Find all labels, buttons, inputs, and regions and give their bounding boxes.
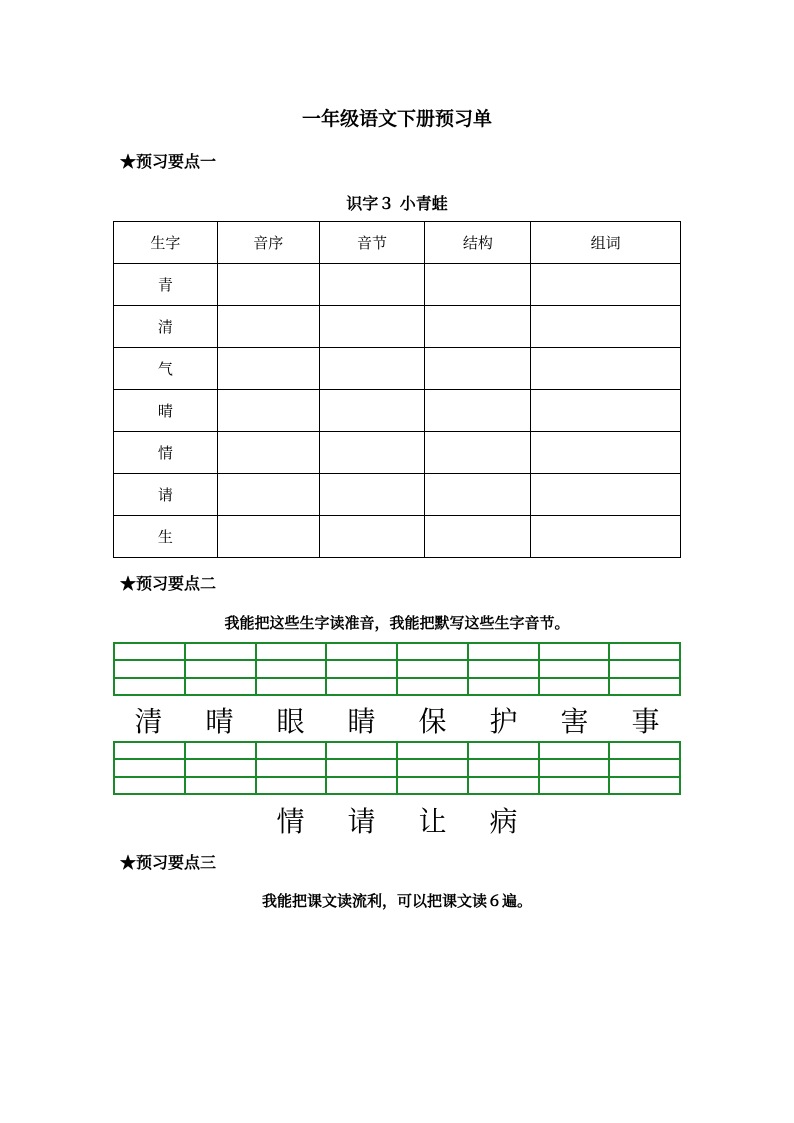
lesson-title: 识字３ 小青蛙 <box>346 194 448 213</box>
answer-cell[interactable] <box>531 264 681 306</box>
answer-cell[interactable] <box>217 432 319 474</box>
table-row <box>114 432 681 474</box>
pinyin-cell[interactable] <box>115 743 186 793</box>
pinyin-cell[interactable] <box>327 743 398 793</box>
table-header-row <box>114 222 681 264</box>
answer-cell[interactable] <box>425 264 531 306</box>
practice-character: 晴 <box>205 705 234 738</box>
answer-cell[interactable] <box>319 348 425 390</box>
practice-character: 眼 <box>276 705 305 738</box>
answer-cell[interactable] <box>531 516 681 558</box>
character-cell: 青 <box>114 264 218 306</box>
instruction-2: 我能把这些生字读准音，我能把默写这些生字音节。 <box>224 614 570 632</box>
pinyin-cell[interactable] <box>327 644 398 694</box>
section-heading-3: ★预习要点三 <box>120 853 217 872</box>
answer-cell[interactable] <box>531 474 681 516</box>
vocab-table <box>113 221 681 558</box>
answer-cell[interactable] <box>425 390 531 432</box>
answer-cell[interactable] <box>319 306 425 348</box>
answer-cell[interactable] <box>531 432 681 474</box>
practice-character: 让 <box>418 805 447 838</box>
table-row <box>114 306 681 348</box>
pinyin-cell[interactable] <box>257 743 328 793</box>
practice-character: 病 <box>489 805 518 838</box>
pinyin-cell[interactable] <box>186 743 257 793</box>
practice-character: 害 <box>560 705 589 738</box>
answer-cell[interactable] <box>531 306 681 348</box>
answer-cell[interactable] <box>319 264 425 306</box>
section-heading-1: ★预习要点一 <box>120 152 217 171</box>
character-cell: 气 <box>114 348 218 390</box>
character-cell: 晴 <box>114 390 218 432</box>
practice-character: 睛 <box>347 705 376 738</box>
character-cell: 生 <box>114 516 218 558</box>
table-row <box>114 474 681 516</box>
pinyin-cell[interactable] <box>610 743 679 793</box>
answer-cell[interactable] <box>319 516 425 558</box>
pinyin-cell[interactable] <box>469 743 540 793</box>
answer-cell[interactable] <box>531 390 681 432</box>
pinyin-cell[interactable] <box>610 644 679 694</box>
pinyin-writing-grid-2[interactable] <box>113 741 681 795</box>
practice-character: 保 <box>418 705 447 738</box>
instruction-3: 我能把课文读流利，可以把课文读６遍。 <box>261 892 532 910</box>
answer-cell[interactable] <box>217 516 319 558</box>
pinyin-cell[interactable] <box>115 644 186 694</box>
header-cell: 音节 <box>319 222 425 264</box>
answer-cell[interactable] <box>425 306 531 348</box>
character-row-1 <box>113 700 681 740</box>
practice-character: 事 <box>631 705 660 738</box>
header-cell: 生字 <box>114 222 218 264</box>
pinyin-cell[interactable] <box>540 644 611 694</box>
character-cell: 清 <box>114 306 218 348</box>
header-cell: 音序 <box>217 222 319 264</box>
header-cell: 组词 <box>531 222 681 264</box>
answer-cell[interactable] <box>425 516 531 558</box>
answer-cell[interactable] <box>319 390 425 432</box>
header-cell: 结构 <box>425 222 531 264</box>
page-title: 一年级语文下册预习单 <box>301 108 492 130</box>
answer-cell[interactable] <box>217 264 319 306</box>
answer-cell[interactable] <box>217 390 319 432</box>
answer-cell[interactable] <box>425 432 531 474</box>
table-row <box>114 390 681 432</box>
practice-character: 情 <box>276 805 305 838</box>
answer-cell[interactable] <box>531 348 681 390</box>
answer-cell[interactable] <box>319 474 425 516</box>
answer-cell[interactable] <box>217 306 319 348</box>
section-heading-2: ★预习要点二 <box>120 574 217 593</box>
answer-cell[interactable] <box>319 432 425 474</box>
pinyin-cell[interactable] <box>398 644 469 694</box>
practice-character: 清 <box>134 705 163 738</box>
pinyin-cell[interactable] <box>469 644 540 694</box>
pinyin-writing-grid-1[interactable] <box>113 642 681 696</box>
answer-cell[interactable] <box>217 348 319 390</box>
pinyin-cell[interactable] <box>257 644 328 694</box>
character-cell: 请 <box>114 474 218 516</box>
table-row <box>114 348 681 390</box>
pinyin-cell[interactable] <box>398 743 469 793</box>
answer-cell[interactable] <box>425 348 531 390</box>
answer-cell[interactable] <box>217 474 319 516</box>
character-cell: 情 <box>114 432 218 474</box>
character-row-2 <box>255 800 539 840</box>
pinyin-cell[interactable] <box>186 644 257 694</box>
answer-cell[interactable] <box>425 474 531 516</box>
practice-character: 护 <box>489 705 518 738</box>
table-row <box>114 264 681 306</box>
practice-character: 请 <box>347 805 376 838</box>
table-row <box>114 516 681 558</box>
pinyin-cell[interactable] <box>540 743 611 793</box>
